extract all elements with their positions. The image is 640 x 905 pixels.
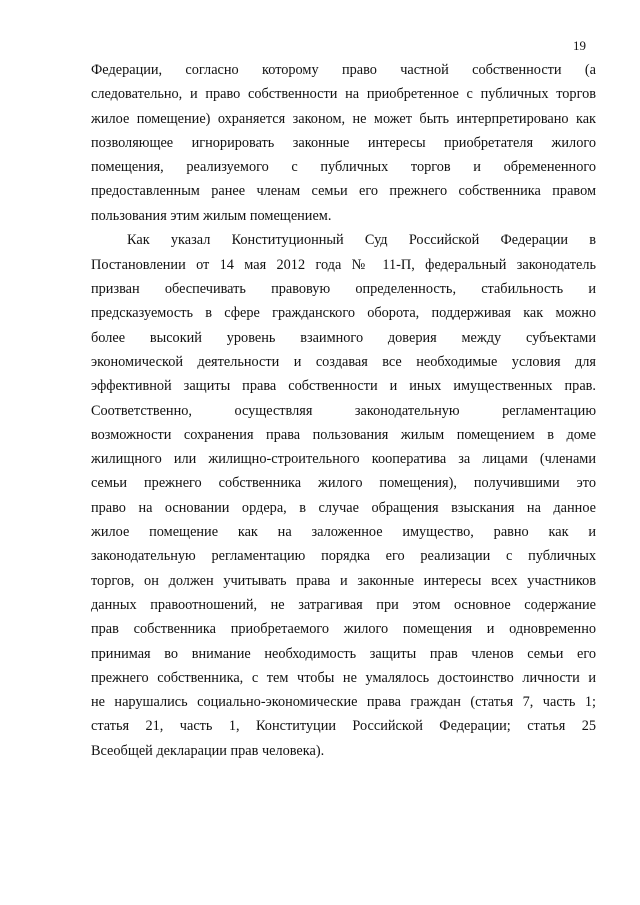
text-line: прежнего собственника, с тем чтобы не умалялось достоинство личности и bbox=[91, 669, 596, 686]
text-line: предсказуемость в сфере гражданского оборота, поддерживая как можно bbox=[91, 305, 596, 322]
text-line: следовательно, и право собственности на приобретенное с публичных торгов bbox=[91, 86, 596, 103]
text-line: жилищного или жилищно-строительного кооператива за лицами (членами bbox=[91, 451, 596, 468]
text-line: принимая во внимание необходимость защиты прав членов семьи его bbox=[91, 645, 596, 662]
text-line: данных правоотношений, не затрагивая при этом основное содержание bbox=[91, 596, 596, 613]
text-line: предоставленным ранее членам семьи его прежнего собственника правом bbox=[91, 183, 596, 200]
text-line: прав собственника приобретаемого жилого помещения и одновременно bbox=[91, 621, 596, 638]
text-line: экономической деятельности и создавая все необходимые условия для bbox=[91, 353, 596, 370]
text-line: жилое помещение) охраняется законом, не может быть интерпретировано как bbox=[91, 110, 596, 127]
text-line: торгов, он должен учитывать права и законные интересы всех участников bbox=[91, 572, 596, 589]
text-line: право на основании ордера, в случае обращения взыскания на данное bbox=[91, 499, 596, 516]
paragraph-2 bbox=[91, 228, 596, 763]
text-line: пользования этим жилым помещением. bbox=[91, 207, 332, 224]
text-line: более высокий уровень взаимного доверия между субъектами bbox=[91, 329, 596, 346]
text-line: статья 21, часть 1, Конституции Российской Федерации; статья 25 bbox=[91, 718, 596, 735]
text-line: Как указал Конституционный Суд Российской Федерации в bbox=[127, 232, 596, 249]
text-line: помещения, реализуемого с публичных торгов и обремененного bbox=[91, 159, 596, 176]
text-line: эффективной защиты права собственности и иных имущественных прав. bbox=[91, 378, 596, 395]
text-line: семьи прежнего собственника жилого помещения), получившими это bbox=[91, 475, 596, 492]
text-line: призван обеспечивать правовую определенность, стабильность и bbox=[91, 281, 596, 298]
text-line: позволяющее игнорировать законные интересы приобретателя жилого bbox=[91, 134, 596, 151]
text-line: не нарушались социально-экономические права граждан (статья 7, часть 1; bbox=[91, 694, 596, 711]
page-number: 19 bbox=[573, 38, 586, 53]
text-line: Соответственно, осуществляя законодательную регламентацию bbox=[91, 402, 596, 419]
paragraph-1 bbox=[91, 58, 596, 228]
text-line: Всеобщей декларации прав человека). bbox=[91, 742, 325, 759]
text-line: законодательную регламентацию порядка его реализации с публичных bbox=[91, 548, 596, 565]
document-body bbox=[91, 58, 596, 763]
text-line: Постановлении от 14 мая 2012 года № 11-П, федеральный законодатель bbox=[91, 256, 596, 273]
text-line: возможности сохранения права пользования жилым помещением в доме bbox=[91, 426, 596, 443]
text-line: Федерации, согласно которому право частной собственности (а bbox=[91, 62, 596, 78]
text-line: жилое помещение как на заложенное имущество, равно как и bbox=[91, 524, 596, 541]
